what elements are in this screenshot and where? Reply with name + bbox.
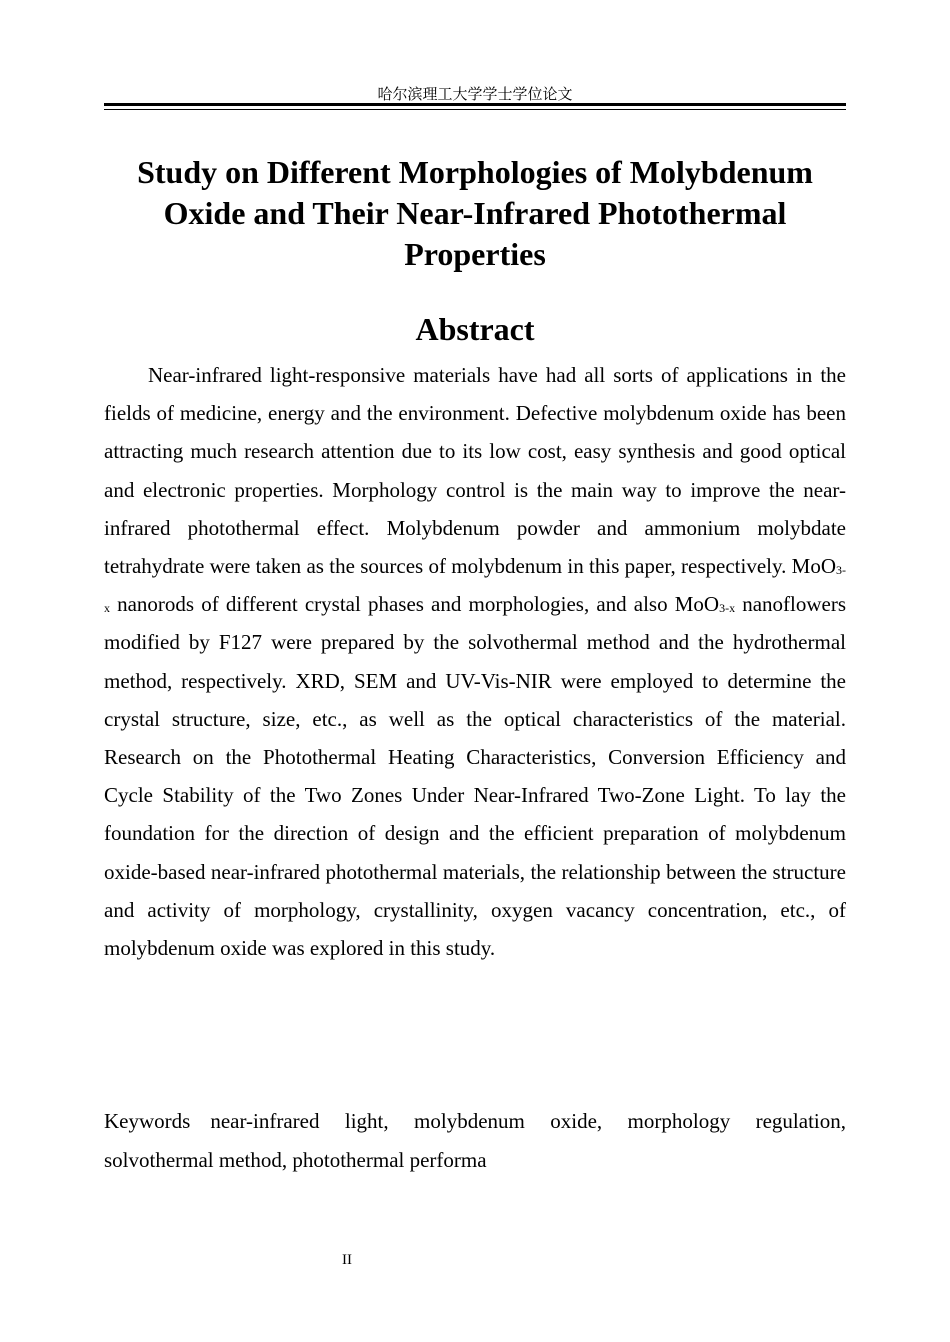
header-rule-thick (104, 103, 846, 106)
running-header: 哈尔滨理工大学学士学位论文 (377, 85, 573, 103)
abstract-body (104, 356, 846, 967)
header-rule-thin (104, 109, 846, 110)
page-number: II (342, 1252, 352, 1268)
abstract-text-part1: Near-infrared light-responsive materials have had all sorts of applications in the fields of medicine, energy and the environment. Defective molybdenum oxide has been attracting much research attention due to its low cost, easy synthesis and good optical and electronic properties. Morphology control is the main way to improve the near-infrared photothermal effect. Molybdenum powder and ammonium molybdate tetrahydrate were taken as the sources of molybdenum in this paper, respectively. MoO (104, 363, 846, 579)
abstract-text-part2: nanorods of different crystal phases and morphologies, and also MoO (110, 592, 720, 617)
keywords-paragraph (104, 1102, 846, 1179)
abstract-text-part3: nanoflowers modified by F127 were prepared by the solvothermal method and the hydrothermal method, respectively. XRD, SEM and UV-Vis-NIR were employed to determine the crystal structure, size, etc., as well as the optical characteristics of the material. Research on the Photothermal Heating Characteristics, Conversion Efficiency and Cycle Stability of the Two Zones Under Near-Infrared Two-Zone Light. To lay the foundation for the direction of design and the efficient preparation of molybdenum oxide-based near-infrared photothermal materials, the relationship between the structure and activity of morphology, crystallinity, oxygen vacancy concentration, etc., of molybdenum oxide was explored in this study. (104, 592, 846, 961)
keywords-label: Keywords (104, 1109, 191, 1133)
keywords-text: near-infrared light, molybdenum oxide, morphology regulation, solvothermal method, photothermal performa (104, 1109, 846, 1172)
subscript-3-x: 3-x (719, 601, 736, 616)
abstract-heading: Abstract (415, 311, 535, 347)
subscript-3-x: 3-x (104, 563, 846, 616)
paper-title: Study on Different Morphologies of Molybdenum Oxide and Their Near-Infrared Photothermal Properties (137, 154, 813, 272)
